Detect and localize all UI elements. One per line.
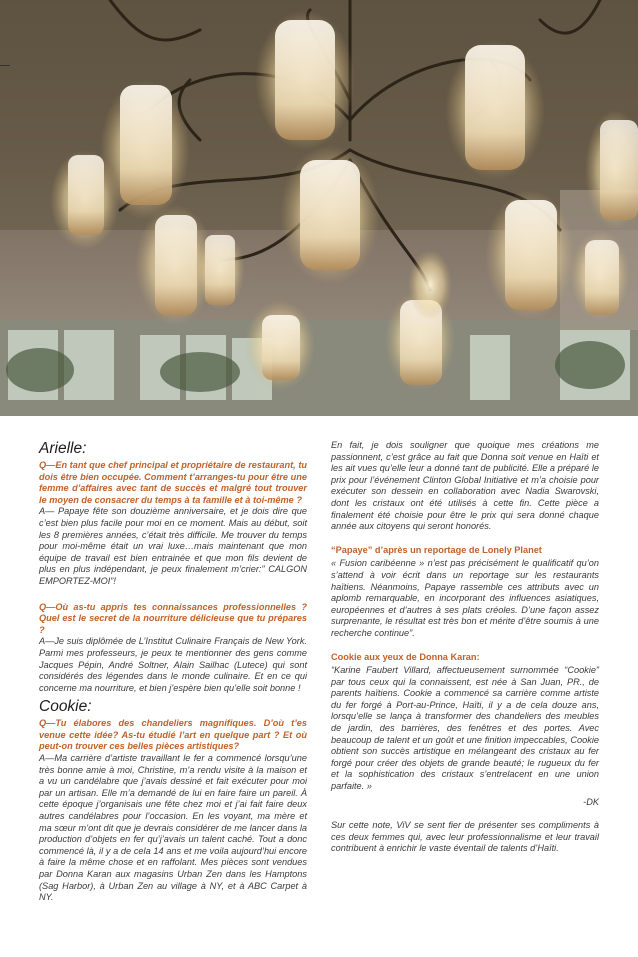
cookie-question-1: Q—Tu élabores des chandeliers magnifiques. D’où t’es venue cette idée? As-tu étudié l’art en quelque part ? Et où peut-on trouver ces belles pièces artistiques?	[39, 718, 307, 752]
signature: -DK	[583, 796, 599, 807]
cookie-heading: Cookie:	[39, 698, 92, 716]
left-column	[39, 440, 307, 918]
arielle-heading: Arielle:	[39, 440, 87, 457]
donna-karan-quote: “Karine Faubert Villard, affectueusement surnommée “Cookie” par tous ceux qui la connaissent, est née à San Juan, PR., de parents haïtiens. Cookie a commencé sa carrière comme artiste du fer forgé à Port-au-Prince, Haïti, il y a de cela douze ans, lorsqu’elle se lança à transformer des chandeliers des meubles de jardin, des barrières, des fenêtres et des portes. Avec beaucoup de talent et un goût et une finition impeccables, Cookie obtient son succès artistique en mélangeant des cristaux au fer forgé pour créer des objets de grande beauté; le rugueux du fer et la sophistication des cristaux s’entrelacent en une union parfaite. »	[331, 665, 599, 792]
donna-karan-heading: Cookie aux yeux de Donna Karan:	[331, 651, 480, 662]
cookie-answer-1: A—Ma carrière d’artiste travaillant le fer a commencé lorsqu’une très bonne amie à moi, Christine, m’a rendu visite à la maison et a vu un candélabre que j’avais dessiné et fait exécuter pour moi par un artisan. Elle m’a demandé de lui en faire faire un pareil. À cette époque j’organisais une fête chez moi et j’ai fait faire deux autres candélabres pour l’occasion. En les voyant, ma mère et ma sœur m’ont dit que je devrais considérer de me lancer dans la production d’objets en fer qu’j’avais un talent caché. Tout a donc commencé là, il y a de cela 14 ans et me voila aujourd’hui encore à faire la même chose et en raffolant. Mes pièces sont vendues par Donna Karan aux magasins Urban Zen dans les Hamptons (Sag Harbor), à Urban Zen au village à NY, et à ABC Carpet à NY.	[39, 753, 307, 903]
arielle-answer-1: A— Papaye fête son douzième anniversaire, et je dois dire que c’est bien plus facile pour moi en ce moment. Mais au début, soit les 8 premières années, c’était très difficile. Me trouver du temps pour moi-même était un vrai luxe…mais maintenant que mon équipe de travail est bien entrainée et que mon fils devient de plus en plus indépendant, je peux finalement m’crier:” CALGON EMPORTEZ-MOI”!	[39, 506, 307, 586]
right-column	[331, 440, 599, 867]
chandelier-photo	[0, 0, 638, 416]
lonely-planet-heading: “Papaye” d’après un reportage de Lonely Planet	[331, 544, 542, 555]
arielle-question-2: Q—Où as-tu appris tes connaissances professionnelles ? Quel est le secret de la nourriture délicieuse que tu prépares ?	[39, 601, 307, 635]
intro-paragraph: En fait, je dois souligner que quoique mes créations me passionnent, c’est grâce au fait que Donna soit venue en Haïti et les ait vues qu’elle leur a donné tant de publicité. Elle a préparé le prix pour l’événement Clinton Global Initiative et m’a choisie pour exécuter son dessein en collaboration avec Nadia Swarovski, dont les cristaux ont été utilisés à cette fin. Cette pièce a finalement été choisie pour être le prix qui sera donné chaque année aux citoyens qui seront honorés.	[331, 440, 599, 532]
arielle-answer-2: A—Je suis diplômée de L’Institut Culinaire Français de New York. Parmi mes professeurs, je peux te mentionner des gens comme Jacques Pépin, André Soltner, Alain Sailhac (Lutece) qui sont considérés des légendes dans le monde culinaire. Et en ce qui concerne ma nourriture, et bien j’espère bien qu’elle soit bonne !	[39, 636, 307, 693]
lonely-planet-quote: « Fusion caribéenne » n’est pas précisément le qualificatif qu’on s’attend à voir écrit dans un reportage sur les restaurants haïtiens. Néanmoins, Papaye rassemble ces attributs avec un aplomb remarquable, en incorporant des influences asiatiques, européennes et d’autres à ses plats créoles. D’une façon assez surprenante, le résultat est très bon et mérite d’être soumis à une recherche continue”.	[331, 558, 599, 638]
crop-mark	[0, 65, 10, 66]
arielle-question-1: Q—En tant que chef principal et propriétaire de restaurant, tu dois être bien occupée. Comment t’arranges-tu pour être une femme d’affaires avec tant de succès et malgré tout trouver le moyen de consacrer du temps à ta famille et à toi-même ?	[39, 460, 307, 505]
closing-paragraph: Sur cette note, ViV se sent fier de présenter ses compliments à ces deux femmes qui, avec leur professionnalisme et leur travail contribuent à enrichir le vaste éventail de talents d’Haïti.	[331, 820, 599, 854]
